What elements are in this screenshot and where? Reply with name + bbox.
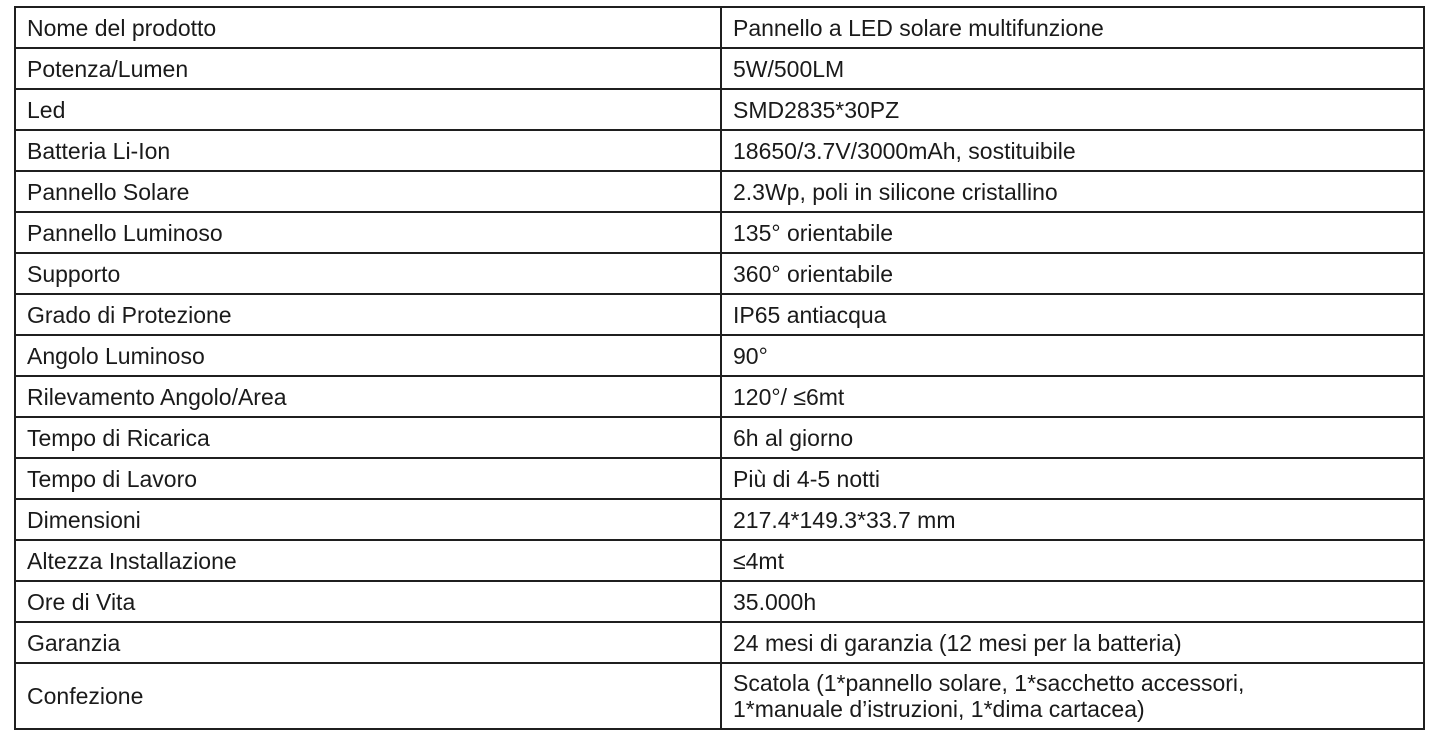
spec-value: 217.4*149.3*33.7 mm: [721, 499, 1424, 540]
table-row: [15, 499, 1424, 540]
spec-value: 90°: [721, 335, 1424, 376]
spec-value: 6h al giorno: [721, 417, 1424, 458]
spec-value: 5W/500LM: [721, 48, 1424, 89]
spec-value-line: Scatola (1*pannello solare, 1*sacchetto accessori,: [733, 670, 1245, 696]
table-row: [15, 622, 1424, 663]
table-row: [15, 7, 1424, 48]
spec-label: Pannello Solare: [15, 171, 721, 212]
spec-label: Angolo Luminoso: [15, 335, 721, 376]
spec-table: [14, 6, 1425, 730]
table-row: [15, 48, 1424, 89]
table-row: [15, 212, 1424, 253]
spec-value: Più di 4-5 notti: [721, 458, 1424, 499]
spec-label: Grado di Protezione: [15, 294, 721, 335]
spec-value: 2.3Wp, poli in silicone cristallino: [721, 171, 1424, 212]
table-row: [15, 130, 1424, 171]
table-row: [15, 417, 1424, 458]
spec-label: Confezione: [15, 663, 721, 729]
spec-value: 360° orientabile: [721, 253, 1424, 294]
table-row: [15, 581, 1424, 622]
spec-label: Led: [15, 89, 721, 130]
table-row: [15, 171, 1424, 212]
spec-value: 120°/ ≤6mt: [721, 376, 1424, 417]
spec-value: SMD2835*30PZ: [721, 89, 1424, 130]
spec-value: IP65 antiacqua: [721, 294, 1424, 335]
table-row: [15, 376, 1424, 417]
spec-value: 24 mesi di garanzia (12 mesi per la batteria): [721, 622, 1424, 663]
spec-value: ≤4mt: [721, 540, 1424, 581]
table-row: [15, 89, 1424, 130]
spec-label: Batteria Li-Ion: [15, 130, 721, 171]
table-row: [15, 458, 1424, 499]
table-row: [15, 253, 1424, 294]
table-row: [15, 294, 1424, 335]
table-row: [15, 663, 1424, 729]
spec-label: Supporto: [15, 253, 721, 294]
spec-value: 35.000h: [721, 581, 1424, 622]
spec-label: Tempo di Lavoro: [15, 458, 721, 499]
spec-value: [721, 663, 1424, 729]
spec-value-line: 1*manuale d’istruzioni, 1*dima cartacea): [733, 696, 1145, 722]
spec-label: Altezza Installazione: [15, 540, 721, 581]
spec-label: Nome del prodotto: [15, 7, 721, 48]
spec-label: Pannello Luminoso: [15, 212, 721, 253]
spec-label: Rilevamento Angolo/Area: [15, 376, 721, 417]
spec-label: Ore di Vita: [15, 581, 721, 622]
spec-value: 18650/3.7V/3000mAh, sostituibile: [721, 130, 1424, 171]
table-row: [15, 540, 1424, 581]
table-row: [15, 335, 1424, 376]
spec-label: Tempo di Ricarica: [15, 417, 721, 458]
spec-value: Pannello a LED solare multifunzione: [721, 7, 1424, 48]
spec-label: Potenza/Lumen: [15, 48, 721, 89]
spec-label: Dimensioni: [15, 499, 721, 540]
spec-value: 135° orientabile: [721, 212, 1424, 253]
spec-label: Garanzia: [15, 622, 721, 663]
